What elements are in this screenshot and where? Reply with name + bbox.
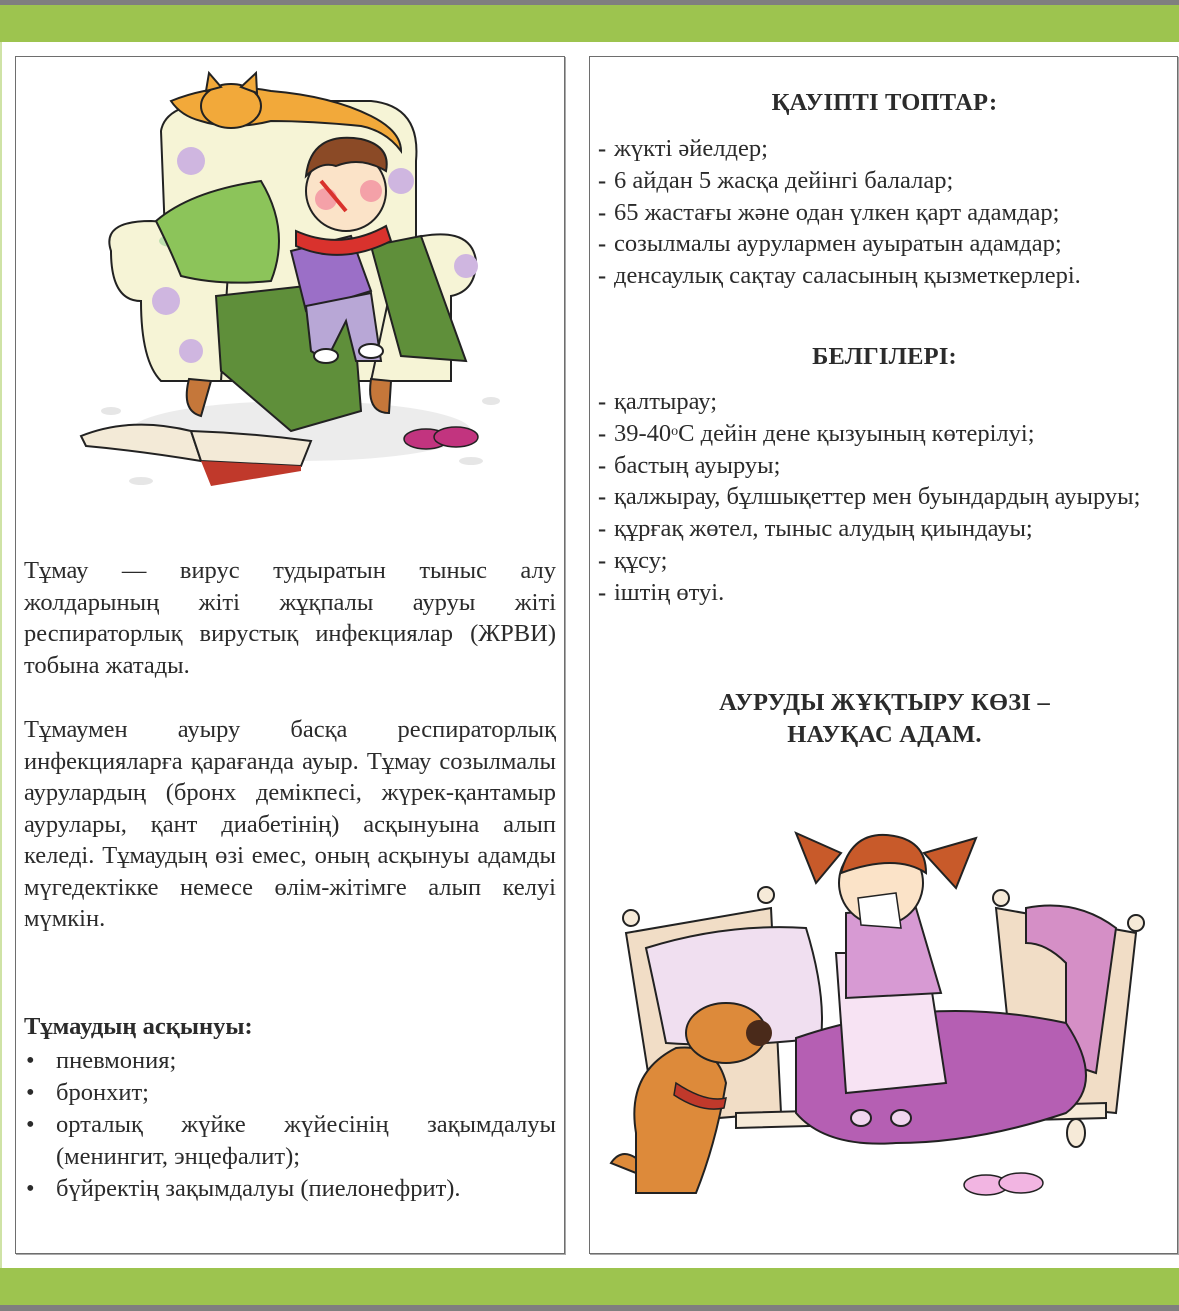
list-item-text: созылмалы аурулармен ауыратын адамдар; [614, 230, 1062, 258]
complications-heading: Тұмаудың асқынуы: [24, 1013, 253, 1040]
infection-source-line-2: НАУҚАС АДАМ. [787, 721, 982, 748]
severity-paragraph: Тұмаумен ауыру басқа респираторлық инфекцияларға қарағанда ауыр. Тұмау созылмалы аурулардың (бронх демікпесі, жүрек-қантамыр аурулары, қант диабетінің) асқынуына алып келеді. Тұмаудың өзі емес, оның асқынуы адамды мүгедектікке немесе өлім-жітімге алып келуі мүмкін. [24, 716, 556, 932]
dash-icon: - [598, 515, 607, 543]
degree-sign: o [671, 423, 679, 439]
dash-icon: - [598, 546, 607, 574]
list-item [598, 165, 1173, 197]
infection-source-line-1: АУРУДЫ ЖҰҚТЫРУ КӨЗІ – [719, 689, 1050, 716]
dash-icon: - [598, 198, 607, 226]
slippers-icon [404, 427, 478, 449]
dash-icon: - [598, 578, 607, 606]
dash-icon: - [598, 262, 607, 290]
left-edge-line [0, 42, 2, 1268]
intro-paragraph: Тұмау — вирус тудыратын тыныс алу жолдарының жіті жұқпалы ауруы жіті респираторлық вирустық инфекциялар (ЖРВИ) тобына жатады. [24, 557, 556, 679]
slippers-icon [964, 1173, 1043, 1195]
list-item [598, 386, 1173, 418]
right-panel [589, 56, 1178, 1254]
dash-icon: - [598, 135, 607, 162]
list-item [598, 450, 1173, 482]
list-item-text: қалтырау; [614, 388, 718, 415]
list-item [598, 545, 1173, 577]
list-item-text: бронхит; [56, 1079, 149, 1106]
list-item [598, 260, 1173, 292]
list-item-text: 6 айдан 5 жасқа дейінгі балалар; [614, 166, 954, 194]
dash-icon: - [598, 388, 607, 415]
risk-groups-heading: ҚАУІПТІ ТОПТАР: [771, 89, 998, 116]
list-item-text: құсу; [614, 546, 668, 574]
list-item-text: орталық жүйке жүйесінің зақымдалуы (менингит, энцефалит); [56, 1111, 556, 1170]
bullet-icon: • [26, 1047, 35, 1074]
sick-girl-illustration [596, 813, 1171, 1213]
top-green-band [0, 5, 1179, 42]
bullet-icon: • [26, 1111, 35, 1138]
floor-dot [101, 407, 121, 415]
dash-icon: - [598, 451, 607, 479]
list-item-text: жүкті әйелдер; [614, 135, 768, 162]
list-item-text: бастың ауыруы; [614, 451, 781, 479]
dash-icon: - [598, 166, 607, 194]
list-item [598, 481, 1173, 513]
list-item-text: бүйректің зақымдалуы (пиелонефрит). [56, 1175, 461, 1202]
infection-source-heading [590, 687, 1179, 751]
symptoms-list [598, 386, 1173, 609]
sick-boy-illustration [71, 61, 511, 501]
temperature-range: 39-40 [614, 419, 672, 447]
list-item-text: пневмония; [56, 1047, 177, 1074]
list-item [24, 1077, 556, 1109]
list-item-text: С дейін дене қызуының көтерілуі; [678, 419, 1035, 447]
list-item [24, 1109, 556, 1173]
list-item-text: іштің өтуі. [614, 578, 725, 606]
list-item-text: денсаулық сақтау саласының қызметкерлері. [614, 262, 1081, 290]
list-item-text: құрғақ жөтел, тыныс алудың қиындауы; [614, 515, 1033, 543]
dash-icon: - [598, 483, 607, 511]
dash-icon: - [598, 419, 607, 447]
floor-dot [129, 477, 153, 485]
risk-groups-list [598, 133, 1173, 292]
list-item [24, 1173, 556, 1205]
dash-icon: - [598, 230, 607, 258]
list-item [598, 197, 1173, 229]
list-item [24, 1045, 556, 1077]
symptoms-heading: БЕЛГІЛЕРІ: [812, 343, 957, 370]
list-item [598, 577, 1173, 609]
list-item [598, 418, 1173, 450]
list-item-text: қалжырау, бұлшықеттер мен буындардың ауыруы; [614, 483, 1141, 511]
floor-dot [459, 457, 483, 465]
bottom-green-band [0, 1268, 1179, 1305]
bullet-icon: • [26, 1175, 35, 1202]
list-item [598, 133, 1173, 165]
list-item [598, 513, 1173, 545]
bullet-icon: • [26, 1079, 35, 1106]
complications-list [24, 1045, 556, 1205]
list-item [598, 228, 1173, 260]
list-item-text: 65 жастағы және одан үлкен қарт адамдар; [614, 198, 1060, 226]
floor-dot [482, 397, 500, 405]
bottom-gray-strip [0, 1305, 1179, 1311]
left-panel [15, 56, 565, 1254]
